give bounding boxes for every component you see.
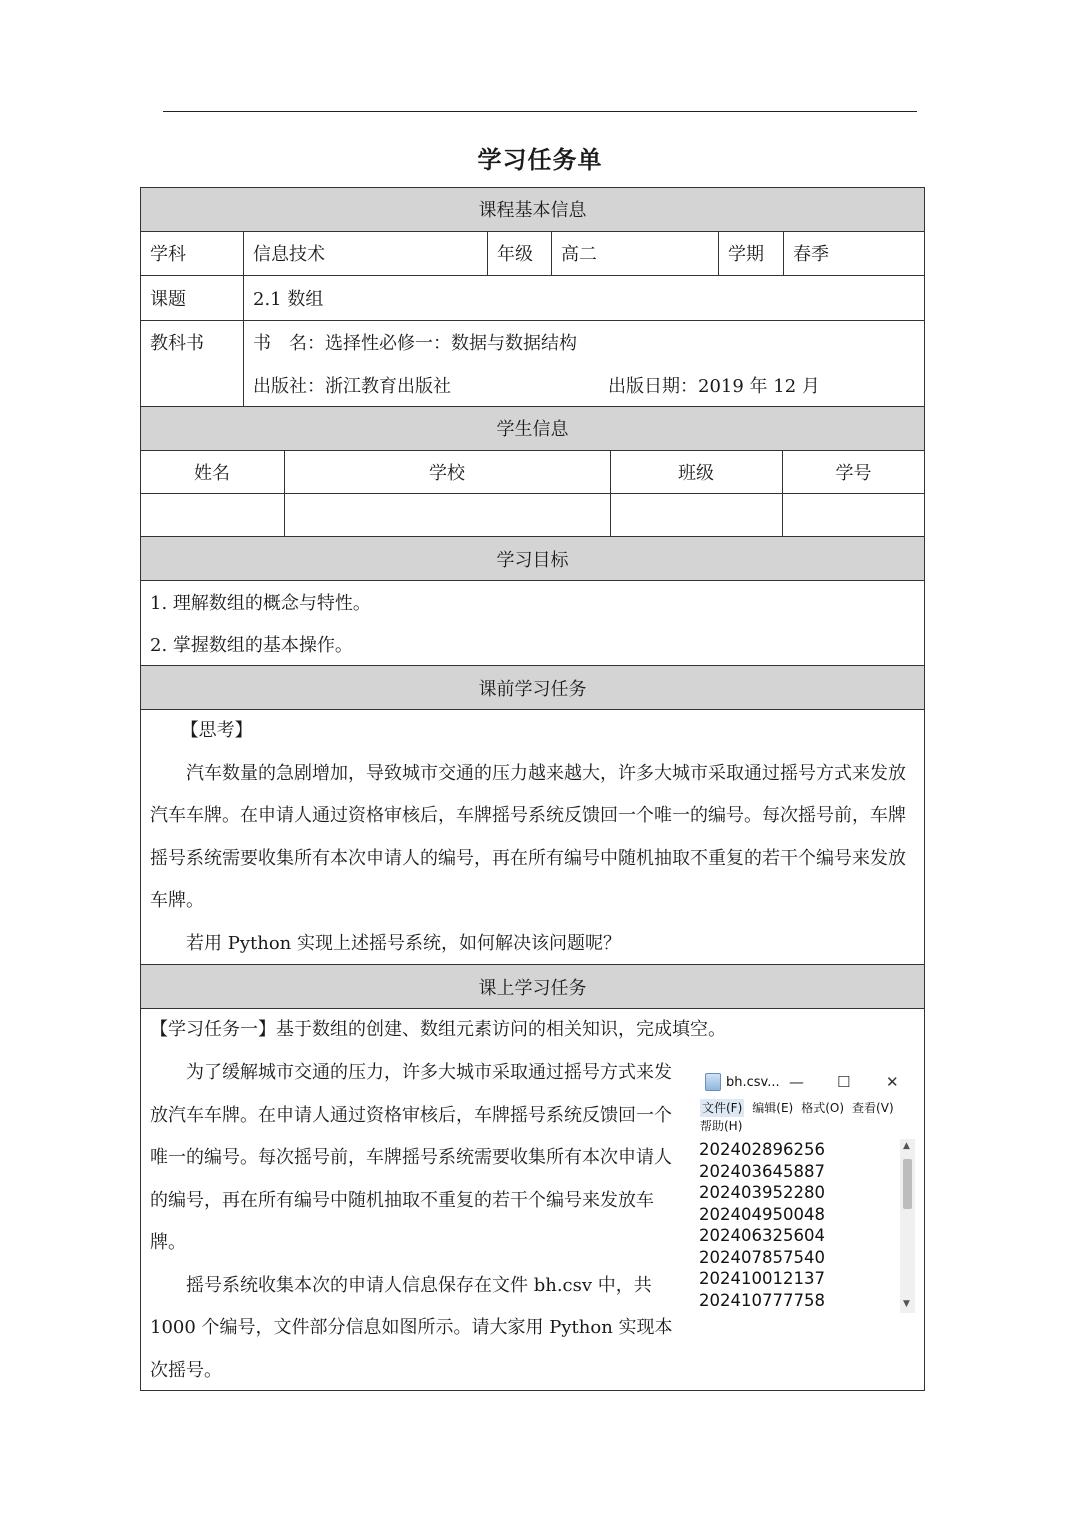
value-term: 春季 (793, 244, 829, 265)
col-school: 学校 (429, 462, 465, 484)
label-grade: 年级 (497, 244, 533, 265)
csv-line: 202407857540 (699, 1247, 825, 1267)
label-topic: 课题 (150, 288, 186, 310)
col-class: 班级 (678, 462, 714, 484)
in-class-content (150, 1052, 680, 1392)
input-school[interactable] (284, 493, 610, 536)
header-rule (163, 111, 917, 112)
menu-file[interactable]: 文件(F) (702, 1101, 743, 1115)
col-student-id: 学号 (835, 462, 872, 484)
notepad-scrollbar[interactable] (900, 1139, 915, 1313)
section-goals: 学习目标 (140, 537, 925, 580)
task1-desc: 基于数组的创建、数组元素访问的相关知识，完成填空。 (276, 1019, 726, 1040)
textbook-pub-date: 出版日期：2019 年 12 月 (608, 375, 820, 397)
label-subject: 学科 (150, 244, 186, 265)
section-student-info: 学生信息 (140, 406, 925, 450)
section-pre-class: 课前学习任务 (140, 666, 925, 709)
csv-line: 202410777758 (699, 1290, 825, 1310)
in-paragraph: 为了缓解城市交通的压力，许多大城市采取通过摇号方式来发放汽车车牌。在申请人通过资格审核后，车牌摇号系统反馈回一个唯一的编号。每次摇号前，车牌摇号系统需要收集所有本次申请人的编号，再在所有编号中随机抽取不重复的若干个编号来发放车牌。 (150, 1062, 672, 1253)
csv-line: 202403952280 (699, 1183, 825, 1202)
csv-line: 202410012137 (699, 1269, 825, 1288)
menu-edit[interactable]: 编辑(E) (752, 1101, 794, 1115)
input-name[interactable] (140, 493, 284, 536)
input-student-id[interactable] (782, 493, 925, 536)
notepad-filename: bh.csv... (726, 1074, 780, 1090)
scroll-up-icon[interactable]: ▲ (903, 1141, 910, 1151)
menu-format[interactable]: 格式(O) (801, 1101, 845, 1115)
document-title: 学习任务单 (477, 146, 603, 174)
pre-paragraph: 汽车数量的急剧增加，导致城市交通的压力越来越大，许多大城市采取通过摇号方式来发放汽车车牌。在申请人通过资格审核后，车牌摇号系统反馈回一个唯一的编号。每次摇号前，车牌摇号系统需要收集所有本次申请人的编号，再在所有编号中随机抽取不重复的若干个编号来发放车牌。 (150, 762, 906, 911)
notepad-window (697, 1067, 917, 1315)
notepad-menubar (700, 1099, 910, 1135)
maximize-icon[interactable]: ☐ (837, 1073, 851, 1091)
goal-item: 1. 理解数组的概念与特性。 (150, 593, 371, 614)
col-name: 姓名 (194, 462, 230, 484)
csv-line: 202403645887 (699, 1161, 825, 1181)
menu-help[interactable]: 帮助(H) (700, 1119, 743, 1133)
notepad-titlebar (697, 1067, 917, 1097)
in-paragraph: 摇号系统收集本次的申请人信息保存在文件 bh.csv 中，共 1000 个编号，文件部分信息如图所示。请大家用 Python 实现本次摇号。 (150, 1274, 673, 1381)
scroll-thumb[interactable] (903, 1159, 912, 1209)
goal-item: 2. 掌握数组的基本操作。 (150, 635, 353, 656)
csv-line: 202406325604 (699, 1226, 825, 1245)
textbook-publisher: 出版社：浙江教育出版社 (253, 375, 451, 397)
label-term: 学期 (728, 244, 764, 265)
csv-line: 202404950048 (699, 1204, 825, 1224)
value-grade: 高二 (561, 244, 597, 265)
section-in-class: 课上学习任务 (140, 965, 925, 1008)
scroll-down-icon[interactable]: ▼ (903, 1299, 910, 1309)
textbook-name: 书 名：选择性必修一：数据与数据结构 (253, 333, 577, 354)
label-textbook: 教科书 (150, 333, 204, 354)
csv-line: 202402896256 (699, 1140, 825, 1159)
task1-tag: 【学习任务一】 (150, 1019, 276, 1040)
file-icon (705, 1073, 721, 1091)
close-icon[interactable]: ✕ (886, 1073, 899, 1091)
value-topic: 2.1 数组 (253, 288, 324, 310)
input-class[interactable] (610, 493, 782, 536)
notepad-content[interactable] (699, 1139, 899, 1311)
value-subject: 信息技术 (253, 244, 325, 265)
think-tag: 【思考】 (180, 720, 253, 741)
task1-heading (150, 1009, 920, 1052)
minimize-icon[interactable]: — (789, 1073, 804, 1091)
pre-class-content (150, 710, 915, 965)
pre-question: 若用 Python 实现上述摇号系统，如何解决该问题呢？ (186, 932, 621, 954)
section-course-info: 课程基本信息 (140, 187, 925, 231)
menu-view[interactable]: 查看(V) (852, 1101, 894, 1115)
